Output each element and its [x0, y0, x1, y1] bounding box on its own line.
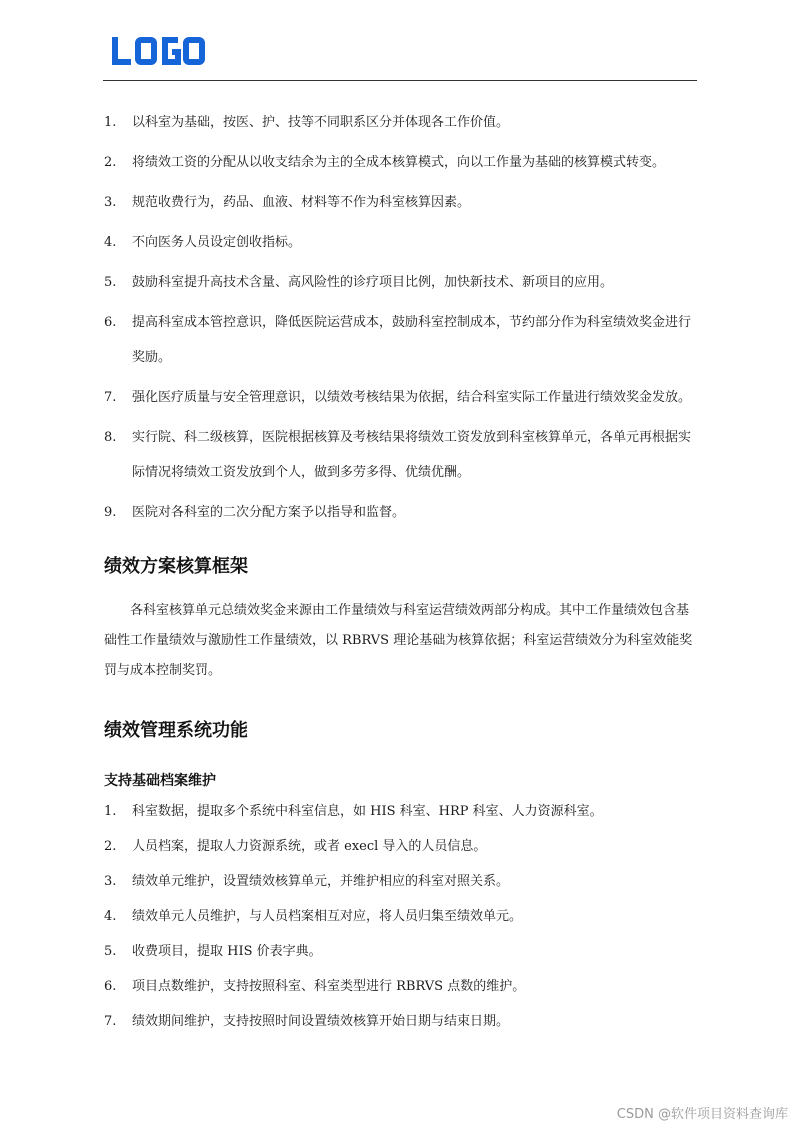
logo-wordmark: [111, 36, 207, 66]
function-item: [104, 794, 697, 829]
principle-item: [104, 105, 697, 140]
principle-item: [104, 185, 697, 220]
principle-item: [104, 145, 697, 180]
header-divider: [103, 80, 697, 81]
list-item-number: 6.: [104, 979, 117, 994]
list-item-text: 科室数据，提取多个系统中科室信息，如 HIS 科室、HRP 科室、人力资源科室。: [132, 804, 603, 819]
list-item-text: 收费项目，提取 HIS 价表字典。: [132, 944, 322, 959]
list-item-number: 5.: [104, 275, 117, 290]
list-item-text: 规范收费行为，药品、血液、材料等不作为科室核算因素。: [132, 195, 471, 210]
function-item: [104, 934, 697, 969]
list-item-text: 绩效期间维护，支持按照时间设置绩效核算开始日期与结束日期。: [132, 1014, 510, 1029]
archive-functions-list: [104, 794, 697, 1039]
list-item-text: 人员档案，提取人力资源系统，或者 execl 导入的人员信息。: [132, 839, 487, 854]
section-title-system-functions: 绩效管理系统功能: [104, 720, 248, 741]
list-item-number: 7.: [104, 1014, 117, 1029]
logo: [111, 34, 207, 68]
principle-item: [104, 225, 697, 260]
list-item-text: 将绩效工资的分配从以收支结余为主的全成本核算模式，向以工作量为基础的核算模式转变。: [132, 155, 666, 170]
list-item-number: 3.: [104, 195, 117, 210]
list-item-number: 8.: [104, 430, 117, 445]
principle-item: [104, 380, 697, 415]
list-item-text: 绩效单元维护，设置绩效核算单元，并维护相应的科室对照关系。: [132, 874, 510, 889]
principle-item: [104, 305, 697, 375]
watermark: [617, 1103, 788, 1122]
list-item-text: 鼓励科室提升高技术含量、高风险性的诊疗项目比例，加快新技术、新项目的应用。: [132, 275, 614, 290]
subsection-title-archive: 支持基础档案维护: [104, 773, 216, 789]
list-item-number: 5.: [104, 944, 117, 959]
list-item-number: 1.: [104, 115, 117, 130]
framework-paragraph: 各科室核算单元总绩效奖金来源由工作量绩效与科室运营绩效两部分构成。其中工作量绩效包含基础性工作量绩效与激励性工作量绩效，以 RBRVS 理论基础为核算依据；科室运营绩效分为科室效能奖罚与成本控制奖罚。: [104, 603, 693, 678]
list-item-text: 实行院、科二级核算，医院根据核算及考核结果将绩效工资发放到科室核算单元，各单元再根据实际情况将绩效工资发放到个人，做到多劳多得、优绩优酬。: [132, 430, 692, 480]
document-body: [104, 105, 697, 1039]
function-item: [104, 829, 697, 864]
list-item-text: 项目点数维护，支持按照科室、科室类型进行 RBRVS 点数的维护。: [132, 979, 526, 994]
list-item-text: 强化医疗质量与安全管理意识，以绩效考核结果为依据，结合科室实际工作量进行绩效奖金发放。: [132, 390, 692, 405]
list-item-text: 以科室为基础，按医、护、技等不同职系区分并体现各工作价值。: [132, 115, 510, 130]
list-item-number: 9.: [104, 505, 117, 520]
function-item: [104, 899, 697, 934]
function-item: [104, 969, 697, 1004]
list-item-number: 2.: [104, 839, 117, 854]
list-item-text: 提高科室成本管控意识，降低医院运营成本，鼓励科室控制成本，节约部分作为科室绩效奖金进行奖励。: [132, 315, 692, 365]
principle-item: [104, 265, 697, 300]
section-title-framework: 绩效方案核算框架: [104, 556, 248, 577]
principle-item: [104, 420, 697, 490]
list-item-text: 绩效单元人员维护，与人员档案相互对应，将人员归集至绩效单元。: [132, 909, 523, 924]
list-item-number: 6.: [104, 315, 117, 330]
list-item-number: 3.: [104, 874, 117, 889]
list-item-number: 2.: [104, 155, 117, 170]
list-item-number: 4.: [104, 909, 117, 924]
list-item-text: 不向医务人员设定创收指标。: [132, 235, 302, 250]
list-item-number: 4.: [104, 235, 117, 250]
list-item-text: 医院对各科室的二次分配方案予以指导和监督。: [132, 505, 406, 520]
watermark-text: CSDN @软件项目资料查询库: [616, 1107, 788, 1122]
function-item: [104, 864, 697, 899]
principles-list: [104, 105, 697, 530]
function-item: [104, 1004, 697, 1039]
list-item-number: 1.: [104, 804, 117, 819]
principle-item: [104, 495, 697, 530]
list-item-number: 7.: [104, 390, 117, 405]
